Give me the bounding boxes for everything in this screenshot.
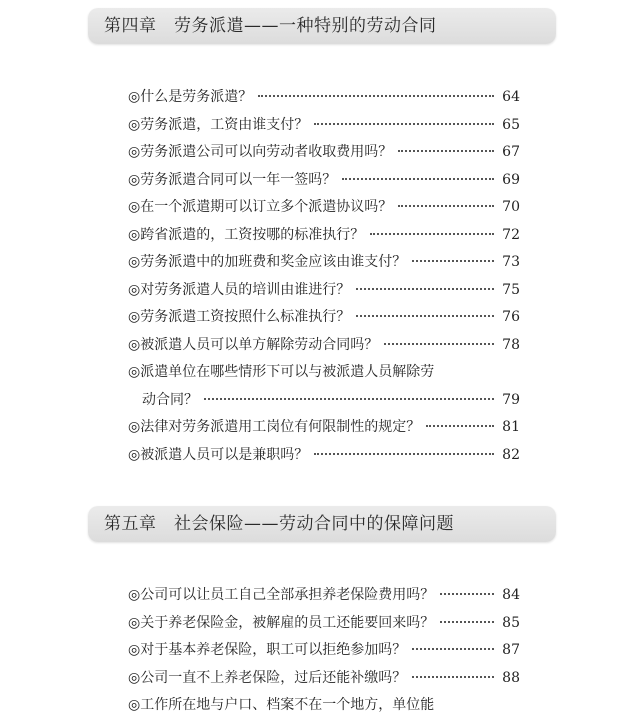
toc-entry-text-continued: 动合同？ bbox=[142, 391, 198, 408]
dot-leader bbox=[384, 342, 494, 345]
toc-page-number: 79 bbox=[502, 391, 520, 408]
toc-entry-text: ◎派遣单位在哪些情形下可以与被派遣人员解除劳 bbox=[128, 364, 435, 380]
toc-entry-text: ◎什么是劳务派遣？ bbox=[128, 89, 253, 105]
toc-entry[interactable] bbox=[128, 277, 520, 305]
chapter-4-title: 第四章 劳务派遣——一种特别的劳动合同 bbox=[104, 16, 437, 36]
toc-page-number: 69 bbox=[502, 171, 520, 188]
dot-leader bbox=[314, 452, 494, 455]
dot-leader bbox=[370, 232, 494, 235]
dot-leader bbox=[412, 647, 494, 650]
toc-entry[interactable] bbox=[128, 194, 520, 222]
chapter-5-header bbox=[88, 506, 556, 542]
toc-entry[interactable] bbox=[128, 139, 520, 167]
dot-leader bbox=[412, 675, 494, 678]
toc-entry-text: ◎对劳务派遣人员的培训由谁进行？ bbox=[128, 281, 351, 298]
toc-entry[interactable] bbox=[128, 692, 520, 720]
toc-entry[interactable] bbox=[128, 304, 520, 332]
toc-entry-text: ◎工作所在地与户口、档案不在一个地方，单位能 bbox=[128, 697, 435, 713]
toc-page-number: 72 bbox=[502, 226, 520, 243]
toc-entry[interactable] bbox=[128, 637, 520, 665]
toc-entry[interactable] bbox=[128, 442, 520, 470]
toc-entry[interactable] bbox=[128, 332, 520, 360]
toc-entry-text: ◎劳务派遣工资按照什么标准执行？ bbox=[128, 309, 351, 325]
toc-entry-text: ◎劳务派遣合同可以一年一签吗？ bbox=[128, 171, 337, 188]
toc-entry[interactable] bbox=[128, 112, 520, 140]
toc-page-number: 87 bbox=[502, 642, 520, 658]
toc-page-number: 76 bbox=[502, 309, 520, 325]
toc-entry-text: ◎对于基本养老保险，职工可以拒绝参加吗？ bbox=[128, 642, 407, 658]
dot-leader bbox=[204, 397, 494, 400]
dot-leader bbox=[258, 94, 494, 97]
toc-page-number: 64 bbox=[502, 89, 520, 105]
toc-page-number: 73 bbox=[502, 254, 520, 270]
toc-entry[interactable] bbox=[128, 249, 520, 277]
toc-entry-text: ◎关于养老保险金，被解雇的员工还能要回来吗？ bbox=[128, 614, 435, 631]
toc-entry-text: ◎劳务派遣公司可以向劳动者收取费用吗？ bbox=[128, 144, 393, 160]
toc-entry-text: ◎公司可以让员工自己全部承担养老保险费用吗？ bbox=[128, 587, 435, 603]
dot-leader bbox=[440, 620, 494, 623]
toc-entry-text: ◎被派遣人员可以单方解除劳动合同吗？ bbox=[128, 336, 379, 353]
toc-entry[interactable] bbox=[128, 582, 520, 610]
toc-entry-text: ◎公司一直不上养老保险，过后还能补缴吗？ bbox=[128, 669, 407, 686]
toc-entry-text: ◎被派遣人员可以是兼职吗？ bbox=[128, 446, 309, 463]
chapter-5-title: 第五章 社会保险——劳动合同中的保障问题 bbox=[104, 514, 454, 534]
chapter-4-toc bbox=[128, 84, 520, 469]
toc-page-number: 85 bbox=[502, 614, 520, 631]
dot-leader bbox=[426, 424, 494, 427]
toc-page-number: 88 bbox=[502, 669, 520, 686]
toc-entry[interactable] bbox=[128, 84, 520, 112]
toc-page-number: 65 bbox=[502, 116, 520, 133]
dot-leader bbox=[356, 287, 494, 290]
toc-page-number: 81 bbox=[502, 419, 520, 435]
dot-leader bbox=[398, 204, 494, 207]
toc-entry[interactable] bbox=[128, 414, 520, 442]
toc-page-number: 84 bbox=[502, 587, 520, 603]
dot-leader bbox=[314, 122, 494, 125]
toc-page-number: 75 bbox=[502, 281, 520, 298]
toc-entry-text: ◎法律对劳务派遣用工岗位有何限制性的规定？ bbox=[128, 419, 421, 435]
dot-leader bbox=[440, 592, 494, 595]
toc-entry[interactable] bbox=[128, 222, 520, 250]
toc-entry[interactable] bbox=[128, 359, 520, 414]
toc-entry-text: ◎在一个派遣期可以订立多个派遣协议吗？ bbox=[128, 199, 393, 215]
toc-entry[interactable] bbox=[128, 167, 520, 195]
dot-leader bbox=[398, 149, 494, 152]
toc-page-number: 82 bbox=[502, 446, 520, 463]
toc-page-number: 70 bbox=[502, 199, 520, 215]
toc-entry-text: ◎劳务派遣中的加班费和奖金应该由谁支付？ bbox=[128, 254, 407, 270]
toc-entry[interactable] bbox=[128, 665, 520, 693]
toc-page-number: 67 bbox=[502, 144, 520, 160]
toc-entry-text: ◎劳务派遣，工资由谁支付？ bbox=[128, 116, 309, 133]
toc-entry-text: ◎跨省派遣的，工资按哪的标准执行？ bbox=[128, 226, 365, 243]
dot-leader bbox=[356, 314, 494, 317]
dot-leader bbox=[342, 177, 494, 180]
toc-entry[interactable] bbox=[128, 610, 520, 638]
chapter-5-toc bbox=[128, 582, 520, 720]
chapter-4-header bbox=[88, 8, 556, 44]
dot-leader bbox=[412, 259, 494, 262]
toc-page-number: 78 bbox=[502, 336, 520, 353]
